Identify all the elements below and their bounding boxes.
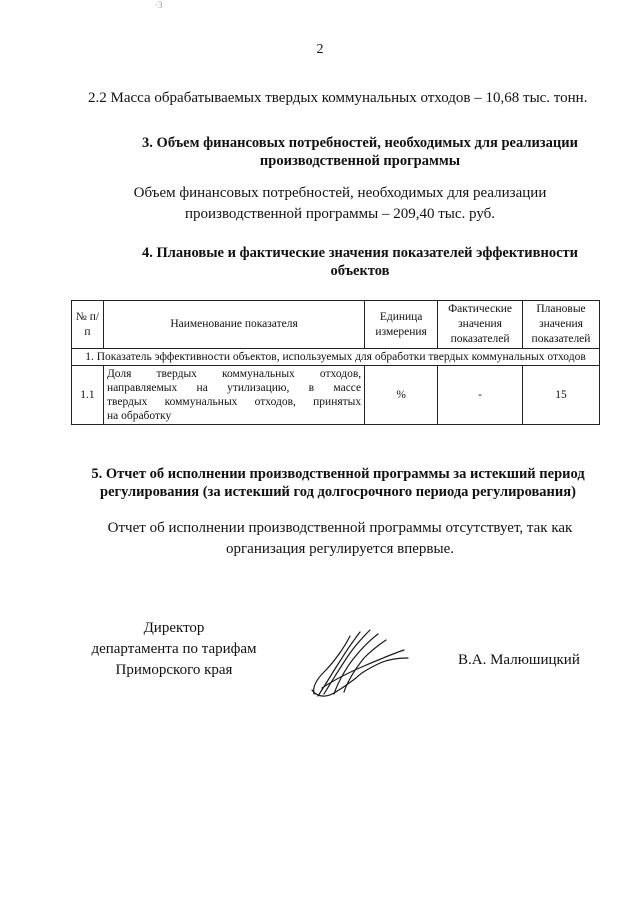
section-3-paragraph [60,183,620,225]
signer-title [84,618,264,681]
section-5-text-line2: организация регулируется впервые. [226,541,454,557]
table-group-row [72,349,600,366]
signer-title-line1: Директор [143,620,205,636]
section-5-heading-line1: 5. Отчет об исполнении производственной программы за истекший период [91,466,585,482]
group-title: 1. Показатель эффективности объектов, используемых для обработки твердых коммунальных отходов [72,349,600,366]
signer-title-line3: Приморского края [115,662,233,678]
row-name-line4: на обработку [106,410,172,422]
row-unit: % [365,366,438,425]
section-3-heading-line1: 3. Объем финансовых потребностей, необходимых для реализации [142,135,578,151]
section-5-heading-line2: регулирования (за истекший год долгосрочного периода регулирования) [100,484,576,500]
scan-mark: ·3 [155,0,163,10]
section-5-paragraph [70,518,610,560]
header-plan: Плановые значения показателей [523,301,600,349]
section-4-heading-line1: 4. Плановые и фактические значения показателей эффективности [141,245,578,261]
section-5-heading [70,465,606,501]
row-num: 1.1 [72,366,104,425]
table-header-row [72,301,600,349]
section-3-heading [80,134,640,170]
section-5-text-line1: Отчет об исполнении производственной программы отсутствует, так как [107,520,573,536]
section-3-heading-line2: производственной программы [259,153,461,169]
handwritten-signature [304,628,424,700]
row-fact: - [438,366,523,425]
section-3-text-line2: производственной программы – 209,40 тыс. руб. [184,206,496,222]
header-fact: Фактические значения показателей [438,301,523,349]
row-name-line2: направляемых на утилизацию, в массе [106,382,362,394]
row-name-line1: Доля твердых коммунальных отходов, [106,368,362,380]
row-plan: 15 [523,366,600,425]
section-4-heading [80,244,640,280]
section-3-text-line1: Объем финансовых потребностей, необходимых для реализации [133,185,547,201]
header-unit: Единица измерения [365,301,438,349]
header-name: Наименование показателя [103,301,364,349]
mass-paragraph: 2.2 Масса обрабатываемых твердых коммунальных отходов – 10,68 тыс. тонн. [88,90,588,106]
header-num: № п/п [72,301,104,349]
table-row [72,366,600,425]
indicators-table [71,300,600,425]
signer-title-line2: департамента по тарифам [91,641,257,657]
section-4-heading-line2: объектов [330,263,390,279]
row-name [103,366,364,425]
page-number: 2 [316,42,324,57]
row-name-line3: твердых коммунальных отходов, принятых [106,396,362,408]
signer-name: В.А. Малюшицкий [458,652,580,668]
